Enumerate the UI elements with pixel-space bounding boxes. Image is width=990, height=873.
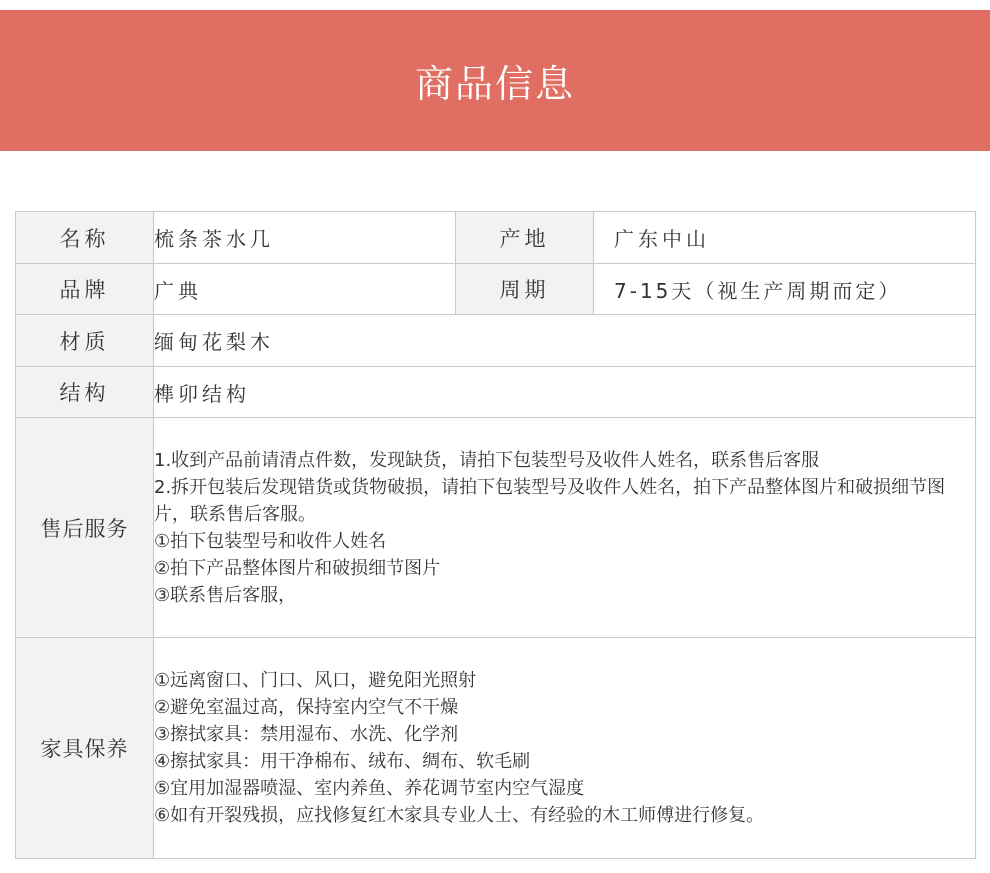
after-sales-content xyxy=(154,418,976,638)
maintenance-line: ④擦拭家具：用干净棉布、绒布、绸布、软毛刷 xyxy=(154,751,531,772)
maintenance-line: ⑤宜用加湿器喷湿、室内养鱼、养花调节室内空气湿度 xyxy=(154,778,585,799)
name-value: 梳条茶水几 xyxy=(154,212,456,264)
maintenance-content xyxy=(154,638,976,859)
material-label: 材质 xyxy=(16,315,154,367)
after-sales-line: 2.拆开包装后发现错货或货物破损，请拍下包装型号及收件人姓名，拍下产品整体图片和破损细节图片，联系售后客服。 xyxy=(154,476,946,525)
table-row xyxy=(16,212,976,264)
header-banner xyxy=(0,10,990,151)
page-title: 商品信息 xyxy=(414,62,575,106)
after-sales-line: 1.收到产品前请清点件数，发现缺货，请拍下包装型号及收件人姓名，联系售后客服 xyxy=(154,449,820,471)
product-info-table xyxy=(15,211,976,859)
after-sales-line: ②拍下产品整体图片和破损细节图片 xyxy=(154,557,441,579)
maintenance-line: ①远离窗口、门口、风口，避免阳光照射 xyxy=(154,670,477,691)
brand-label: 品牌 xyxy=(16,264,154,315)
table-row xyxy=(16,638,976,859)
table-row xyxy=(16,264,976,315)
maintenance-line: ③擦拭家具：禁用湿布、水洗、化学剂 xyxy=(154,724,459,745)
maintenance-line: ⑥如有开裂残损，应找修复红木家具专业人士、有经验的木工师傅进行修复。 xyxy=(154,805,765,826)
table-row xyxy=(16,418,976,638)
period-value: 7-15天（视生产周期而定） xyxy=(594,264,976,315)
table-row xyxy=(16,367,976,418)
structure-label: 结构 xyxy=(16,367,154,418)
after-sales-line: ①拍下包装型号和收件人姓名 xyxy=(154,530,387,552)
after-sales-label: 售后服务 xyxy=(16,418,154,638)
origin-value: 广东中山 xyxy=(594,212,976,264)
table-row xyxy=(16,315,976,367)
brand-value: 广典 xyxy=(154,264,456,315)
maintenance-line: ②避免室温过高，保持室内空气不干燥 xyxy=(154,697,459,718)
name-label: 名称 xyxy=(16,212,154,264)
origin-label: 产地 xyxy=(456,212,594,264)
period-label: 周期 xyxy=(456,264,594,315)
maintenance-label: 家具保养 xyxy=(16,638,154,859)
structure-value: 榫卯结构 xyxy=(154,367,976,418)
after-sales-line: ③联系售后客服， xyxy=(154,584,297,606)
material-value: 缅甸花梨木 xyxy=(154,315,976,367)
